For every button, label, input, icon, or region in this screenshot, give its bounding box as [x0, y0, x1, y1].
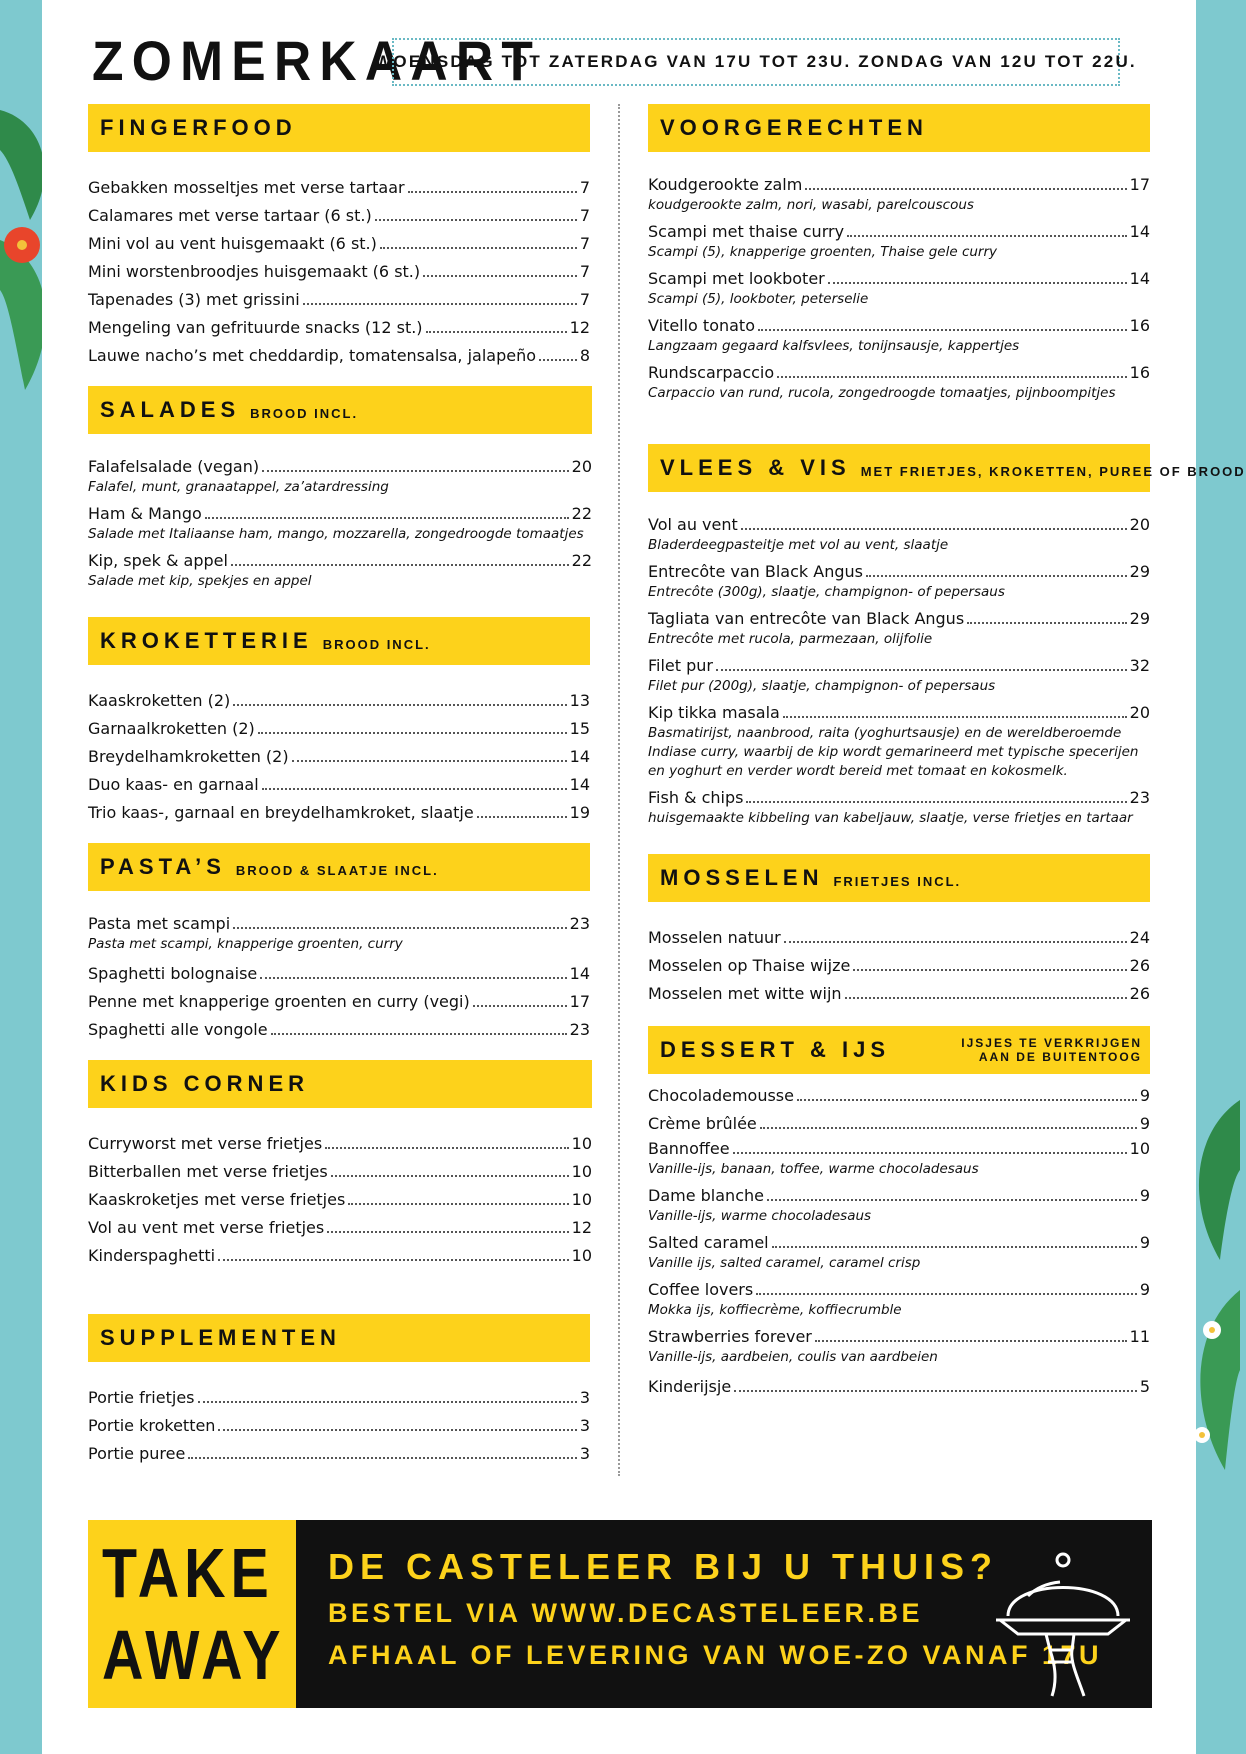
- menu-item-name: Calamares met verse tartaar (6 st.): [88, 206, 372, 225]
- menu-item: [648, 787, 1150, 809]
- dot-leader: [292, 760, 567, 762]
- menu-item-price: 14: [569, 964, 590, 983]
- menu-item-price: 9: [1139, 1114, 1150, 1133]
- dot-leader: [408, 191, 577, 193]
- takeaway-headline: DE CASTELEER BIJ U THUIS?: [328, 1546, 999, 1587]
- takeaway-word2: AWAY: [102, 1616, 286, 1694]
- menu-item-description: Mokka ijs, koffiecrème, koffiecrumble: [648, 1302, 902, 1318]
- menu-item: [648, 1232, 1150, 1254]
- menu-item: [88, 202, 590, 230]
- menu-items: [88, 1384, 590, 1468]
- menu-item-description: huisgemaakte kibbeling van kabeljauw, slaatje, verse frietjes en tartaar: [648, 810, 1133, 826]
- menu-item-description: Entrecôte met rucola, parmezaan, olijfolie: [648, 631, 933, 647]
- menu-item-name: Bannoffee: [648, 1139, 730, 1158]
- section-header: [648, 444, 1246, 492]
- takeaway-order-line: BESTEL VIA WWW.DECASTELEER.BE: [328, 1598, 924, 1628]
- menu-item-name: Filet pur: [648, 656, 714, 675]
- menu-item-name: Koudgerookte zalm: [648, 175, 803, 194]
- menu-item-name: Crème brûlée: [648, 1114, 757, 1133]
- menu-item-name: Kinderspaghetti: [88, 1246, 216, 1265]
- menu-item-name: Pasta met scampi: [88, 914, 231, 933]
- menu-item-name: Tapenades (3) met grissini: [88, 290, 300, 309]
- dot-leader: [734, 1390, 1137, 1392]
- menu-item-description: Scampi (5), knapperige groenten, Thaise gele curry: [648, 244, 998, 260]
- dot-leader: [233, 927, 566, 929]
- menu-item: [648, 561, 1150, 583]
- menu-item-name: Ham & Mango: [88, 504, 202, 523]
- section-mosselen: [648, 854, 1150, 1008]
- menu-item-name: Chocolademousse: [648, 1086, 794, 1105]
- section-header: [88, 386, 592, 434]
- menu-item-price: 10: [571, 1246, 592, 1265]
- dot-leader: [845, 997, 1127, 999]
- menu-items: [648, 174, 1150, 403]
- menu-item-name: Salted caramel: [648, 1233, 769, 1252]
- menu-item: [648, 924, 1150, 952]
- dot-leader: [188, 1457, 577, 1459]
- section-note-line1: IJSJES TE VERKRIJGEN: [961, 1036, 1142, 1050]
- menu-item-name: Kip, spek & appel: [88, 551, 228, 570]
- menu-item-name: Dame blanche: [648, 1186, 764, 1205]
- menu-item-price: 22: [571, 504, 592, 523]
- section-dessert-ijs: [648, 1026, 1150, 1401]
- menu-item-price: 7: [579, 262, 590, 281]
- section-salades: [88, 386, 592, 597]
- menu-item-name: Curryworst met verse frietjes: [88, 1134, 323, 1153]
- menu-item-name: Gebakken mosseltjes met verse tartaar: [88, 178, 405, 197]
- menu-item-description: Vanille ijs, salted caramel, caramel crisp: [648, 1255, 921, 1271]
- menu-item-name: Scampi met lookboter: [648, 269, 825, 288]
- section-subtitle: BROOD INCL.: [250, 405, 359, 421]
- dot-leader: [218, 1429, 576, 1431]
- section-title: PASTA’S: [100, 854, 226, 879]
- menu-item: [648, 514, 1150, 536]
- menu-item-description: Entrecôte (300g), slaatje, champignon- of pepersaus: [648, 584, 1005, 600]
- menu-item-price: 23: [1129, 788, 1150, 807]
- dot-leader: [325, 1147, 568, 1149]
- section-header: [88, 1314, 590, 1362]
- menu-item: [648, 1373, 1150, 1401]
- menu-item-description: Scampi (5), lookboter, peterselie: [648, 291, 869, 307]
- dot-leader: [473, 1005, 567, 1007]
- menu-item-price: 14: [569, 747, 590, 766]
- menu-item: [88, 314, 590, 342]
- menu-item-name: Mosselen op Thaise wijze: [648, 956, 851, 975]
- section-subtitle: BROOD & SLAATJE INCL.: [235, 862, 439, 878]
- menu-item: [88, 960, 590, 988]
- section-title: VOORGERECHTEN: [660, 115, 928, 140]
- dot-leader: [783, 716, 1127, 718]
- menu-items: [88, 913, 590, 1044]
- menu-item: [88, 1214, 592, 1242]
- dot-leader: [260, 977, 566, 979]
- menu-item-price: 5: [1139, 1377, 1150, 1396]
- dot-leader: [733, 1152, 1127, 1154]
- dot-leader: [746, 801, 1126, 803]
- menu-item-price: 29: [1129, 609, 1150, 628]
- menu-item-price: 26: [1129, 956, 1150, 975]
- dot-leader: [262, 788, 567, 790]
- menu-item: [648, 1185, 1150, 1207]
- menu-item-price: 7: [579, 206, 590, 225]
- menu-item-price: 24: [1129, 928, 1150, 947]
- menu-item: [88, 342, 590, 370]
- section-header: [648, 104, 1150, 152]
- menu-item-price: 10: [1129, 1139, 1150, 1158]
- menu-item: [648, 1138, 1150, 1160]
- menu-item: [648, 1326, 1150, 1348]
- dot-leader: [741, 528, 1127, 530]
- menu-item-name: Portie frietjes: [88, 1388, 195, 1407]
- menu-item-name: Portie kroketten: [88, 1416, 216, 1435]
- menu-item-name: Scampi met thaise curry: [648, 222, 845, 241]
- dot-leader: [758, 329, 1127, 331]
- menu-item-price: 9: [1139, 1280, 1150, 1299]
- menu-item-price: 22: [571, 551, 592, 570]
- dot-leader: [262, 470, 569, 472]
- dot-leader: [853, 969, 1126, 971]
- menu-item: [88, 1186, 592, 1214]
- section-subtitle: MET FRIETJES, KROKETTEN, PUREE OF BROOD: [860, 463, 1246, 479]
- dot-leader: [777, 376, 1127, 378]
- menu-item-name: Kip tikka masala: [648, 703, 780, 722]
- cloche-icon: [988, 1538, 1138, 1698]
- dot-leader: [828, 282, 1127, 284]
- dot-leader: [805, 188, 1126, 190]
- menu-item: [648, 1279, 1150, 1301]
- menu-item-price: 10: [571, 1190, 592, 1209]
- menu-item-description: Vanille-ijs, banaan, toffee, warme chocoladesaus: [648, 1161, 979, 1177]
- menu-item-name: Vitello tonato: [648, 316, 755, 335]
- menu-item: [648, 980, 1150, 1008]
- menu-item-description: Salade met kip, spekjes en appel: [88, 573, 312, 589]
- menu-item: [88, 1158, 592, 1186]
- dot-leader: [967, 622, 1126, 624]
- dot-leader: [756, 1293, 1137, 1295]
- menu-item: [88, 230, 590, 258]
- section-subtitle: BROOD INCL.: [322, 636, 431, 652]
- section-note-line2: AAN DE BUITENTOOG: [978, 1050, 1142, 1064]
- menu-item-price: 8: [579, 346, 590, 365]
- dot-leader: [784, 941, 1127, 943]
- menu-item-price: 20: [1129, 515, 1150, 534]
- menu-item-name: Bitterballen met verse frietjes: [88, 1162, 328, 1181]
- takeaway-word1: TAKE: [102, 1534, 274, 1612]
- menu-item-description: Falafel, munt, granaatappel, za’atardressing: [88, 479, 389, 495]
- menu-item-price: 26: [1129, 984, 1150, 1003]
- section-subtitle: FRIETJES INCL.: [833, 873, 962, 889]
- page-title: ZOMERKAART: [92, 29, 542, 92]
- dot-leader: [539, 359, 577, 361]
- section-header: [88, 1060, 592, 1108]
- menu-item: [648, 174, 1150, 196]
- menu-item: [88, 1130, 592, 1158]
- opening-hours: WOENSDAG TOT ZATERDAG VAN 17U TOT 23U. ZONDAG VAN 12U TOT 22U.: [392, 38, 1120, 86]
- dot-leader: [767, 1199, 1137, 1201]
- menu-item: [88, 988, 590, 1016]
- dot-leader: [772, 1246, 1137, 1248]
- menu-item-price: 13: [569, 691, 590, 710]
- section-title: KROKETTERIE: [100, 628, 313, 653]
- menu-items: [88, 174, 590, 370]
- menu-item: [88, 1016, 590, 1044]
- menu-items: [88, 687, 590, 827]
- menu-item-description: Carpaccio van rund, rucola, zongedroogde tomaatjes, pijnboompitjes: [648, 385, 1116, 401]
- dot-leader: [847, 235, 1127, 237]
- menu-item: [88, 913, 590, 935]
- menu-item-name: Mini worstenbroodjes huisgemaakt (6 st.): [88, 262, 421, 281]
- menu-item-description: Pasta met scampi, knapperige groenten, curry: [88, 936, 403, 952]
- section-header: [88, 843, 590, 891]
- column-divider: [618, 104, 620, 1476]
- section-title: DESSERT & IJS: [660, 1037, 891, 1062]
- menu-item-name: Vol au vent met verse frietjes: [88, 1218, 325, 1237]
- dot-leader: [271, 1033, 567, 1035]
- section-header: [88, 617, 590, 665]
- section-header: [88, 104, 590, 152]
- dot-leader: [205, 517, 569, 519]
- dot-leader: [375, 219, 577, 221]
- menu-item-name: Breydelhamkroketten (2): [88, 747, 289, 766]
- menu-item: [88, 1242, 592, 1270]
- menu-item-name: Garnaalkroketten (2): [88, 719, 255, 738]
- takeaway-label: [88, 1520, 296, 1708]
- menu-item: [648, 1110, 1150, 1138]
- section-pastas: [88, 843, 590, 1044]
- dot-leader: [348, 1203, 568, 1205]
- dot-leader: [198, 1401, 577, 1403]
- dot-leader: [231, 564, 569, 566]
- menu-item-name: Coffee lovers: [648, 1280, 754, 1299]
- section-vlees-vis: [648, 444, 1246, 834]
- menu-item-name: Duo kaas- en garnaal: [88, 775, 259, 794]
- menu-item-name: Penne met knapperige groenten en curry (vegi): [88, 992, 470, 1011]
- menu-item-name: Spaghetti alle vongole: [88, 1020, 268, 1039]
- menu-item-description: Filet pur (200g), slaatje, champignon- of pepersaus: [648, 678, 996, 694]
- menu-item-description: Basmatirijst, naanbrood, raita (yoghurtsausje) en de wereldberoemde Indiase curry, waarbij de kip wordt gemarineerd met typische specerijen en yoghurt en verder wordt bereid met tomaat en kokosmelk.: [648, 725, 1139, 779]
- menu-item-price: 19: [569, 803, 590, 822]
- menu-item-price: 16: [1129, 363, 1150, 382]
- menu-item: [648, 221, 1150, 243]
- dot-leader: [477, 816, 567, 818]
- menu-item: [88, 743, 590, 771]
- dot-leader: [797, 1099, 1137, 1101]
- menu-item-name: Kaaskroketjes met verse frietjes: [88, 1190, 346, 1209]
- menu-item-price: 9: [1139, 1233, 1150, 1252]
- section-kids-corner: [88, 1060, 592, 1270]
- section-note: [961, 1036, 1142, 1064]
- dot-leader: [233, 704, 566, 706]
- menu-item-price: 14: [569, 775, 590, 794]
- menu-item-name: Rundscarpaccio: [648, 363, 775, 382]
- menu-item: [88, 503, 592, 525]
- menu-item-price: 17: [569, 992, 590, 1011]
- menu-item-price: 12: [571, 1218, 592, 1237]
- dot-leader: [258, 732, 567, 734]
- section-title: SUPPLEMENTEN: [100, 1325, 341, 1350]
- menu-item-price: 20: [1129, 703, 1150, 722]
- menu-item-name: Spaghetti bolognaise: [88, 964, 258, 983]
- menu-item-name: Mini vol au vent huisgemaakt (6 st.): [88, 234, 377, 253]
- dot-leader: [426, 331, 567, 333]
- menu-item-description: Langzaam gegaard kalfsvlees, tonijnsausje, kappertjes: [648, 338, 1020, 354]
- menu-item-price: 23: [569, 914, 590, 933]
- menu-item-price: 15: [569, 719, 590, 738]
- dot-leader: [423, 275, 577, 277]
- menu-item: [648, 315, 1150, 337]
- section-title: MOSSELEN: [660, 865, 824, 890]
- section-voorgerechten: [648, 104, 1150, 409]
- menu-item: [648, 952, 1150, 980]
- menu-item-name: Portie puree: [88, 1444, 186, 1463]
- menu-item-description: Bladerdeegpasteitje met vol au vent, slaatje: [648, 537, 949, 553]
- menu-items: [648, 924, 1150, 1008]
- menu-item: [88, 550, 592, 572]
- menu-item-name: Kaaskroketten (2): [88, 691, 231, 710]
- menu-item-name: Entrecôte van Black Angus: [648, 562, 863, 581]
- menu-item: [88, 799, 590, 827]
- menu-item-name: Strawberries forever: [648, 1327, 812, 1346]
- menu-item-price: 23: [569, 1020, 590, 1039]
- menu-items: [88, 456, 592, 591]
- menu-item-name: Mosselen natuur: [648, 928, 781, 947]
- menu-item-price: 32: [1129, 656, 1150, 675]
- menu-item: [88, 687, 590, 715]
- menu-item: [88, 174, 590, 202]
- dot-leader: [331, 1175, 569, 1177]
- menu-item-name: Mengeling van gefrituurde snacks (12 st.): [88, 318, 423, 337]
- dot-leader: [218, 1259, 569, 1261]
- menu-item: [648, 702, 1150, 724]
- menu-item-price: 10: [571, 1134, 592, 1153]
- menu-item-price: 29: [1129, 562, 1150, 581]
- menu-item-name: Lauwe nacho’s met cheddardip, tomatensalsa, jalapeño: [88, 346, 537, 365]
- menu-item-price: 12: [569, 318, 590, 337]
- menu-item: [88, 1412, 590, 1440]
- section-header: [648, 854, 1150, 902]
- menu-item-name: Vol au vent: [648, 515, 738, 534]
- takeaway-delivery-line: AFHAAL OF LEVERING VAN WOE-ZO VANAF 17U: [328, 1640, 1103, 1670]
- dot-leader: [716, 669, 1127, 671]
- menu-item: [88, 258, 590, 286]
- section-kroketterie: [88, 617, 590, 827]
- menu-item-price: 11: [1129, 1327, 1150, 1346]
- menu-item-name: Tagliata van entrecôte van Black Angus: [648, 609, 965, 628]
- menu-item-price: 3: [579, 1416, 590, 1435]
- menu-item-price: 9: [1139, 1186, 1150, 1205]
- menu-item: [648, 1082, 1150, 1110]
- dot-leader: [303, 303, 577, 305]
- section-supplementen: [88, 1314, 590, 1468]
- menu-item-name: Fish & chips: [648, 788, 744, 807]
- menu-items: [648, 514, 1150, 828]
- menu-item-price: 3: [579, 1388, 590, 1407]
- menu-item-price: 7: [579, 290, 590, 309]
- menu-item-price: 3: [579, 1444, 590, 1463]
- menu-item: [648, 655, 1150, 677]
- section-title: VLEES & VIS: [660, 455, 851, 480]
- menu-item: [88, 1384, 590, 1412]
- takeaway-text: [328, 1542, 1102, 1676]
- menu-item-description: Vanille-ijs, aardbeien, coulis van aardbeien: [648, 1349, 938, 1365]
- menu-item-name: Trio kaas-, garnaal en breydelhamkroket, slaatje: [88, 803, 474, 822]
- menu-item-price: 7: [579, 234, 590, 253]
- menu-item-price: 10: [571, 1162, 592, 1181]
- section-title: SALADES: [100, 397, 241, 422]
- menu-item: [88, 715, 590, 743]
- menu-item-price: 14: [1129, 269, 1150, 288]
- section-header: [648, 1026, 1150, 1074]
- dot-leader: [815, 1340, 1127, 1342]
- menu-item: [648, 362, 1150, 384]
- menu-item-price: 17: [1129, 175, 1150, 194]
- menu-items: [648, 1082, 1150, 1401]
- section-title: FINGERFOOD: [100, 115, 297, 140]
- menu-item-price: 16: [1129, 316, 1150, 335]
- menu-item: [88, 456, 592, 478]
- menu-item-price: 14: [1129, 222, 1150, 241]
- menu-item-name: Mosselen met witte wijn: [648, 984, 842, 1003]
- menu-item: [88, 286, 590, 314]
- section-fingerfood: [88, 104, 590, 370]
- menu-item-name: Kinderijsje: [648, 1377, 732, 1396]
- dot-leader: [327, 1231, 568, 1233]
- menu-item-description: Vanille-ijs, warme chocoladesaus: [648, 1208, 872, 1224]
- menu-item: [648, 268, 1150, 290]
- menu-item-price: 20: [571, 457, 592, 476]
- menu-item: [88, 771, 590, 799]
- menu-item-price: 7: [579, 178, 590, 197]
- menu-items: [88, 1130, 592, 1270]
- menu-item-description: Salade met Italiaanse ham, mango, mozzarella, zongedroogde tomaatjes: [88, 526, 584, 542]
- menu-item-price: 9: [1139, 1086, 1150, 1105]
- dot-leader: [866, 575, 1127, 577]
- menu-item: [648, 608, 1150, 630]
- dot-leader: [380, 247, 577, 249]
- menu-item: [88, 1440, 590, 1468]
- section-title: KIDS CORNER: [100, 1071, 310, 1096]
- menu-item-description: koudgerookte zalm, nori, wasabi, parelcouscous: [648, 197, 974, 213]
- dot-leader: [760, 1127, 1137, 1129]
- takeaway-banner: [88, 1520, 1152, 1708]
- menu-item-name: Falafelsalade (vegan): [88, 457, 260, 476]
